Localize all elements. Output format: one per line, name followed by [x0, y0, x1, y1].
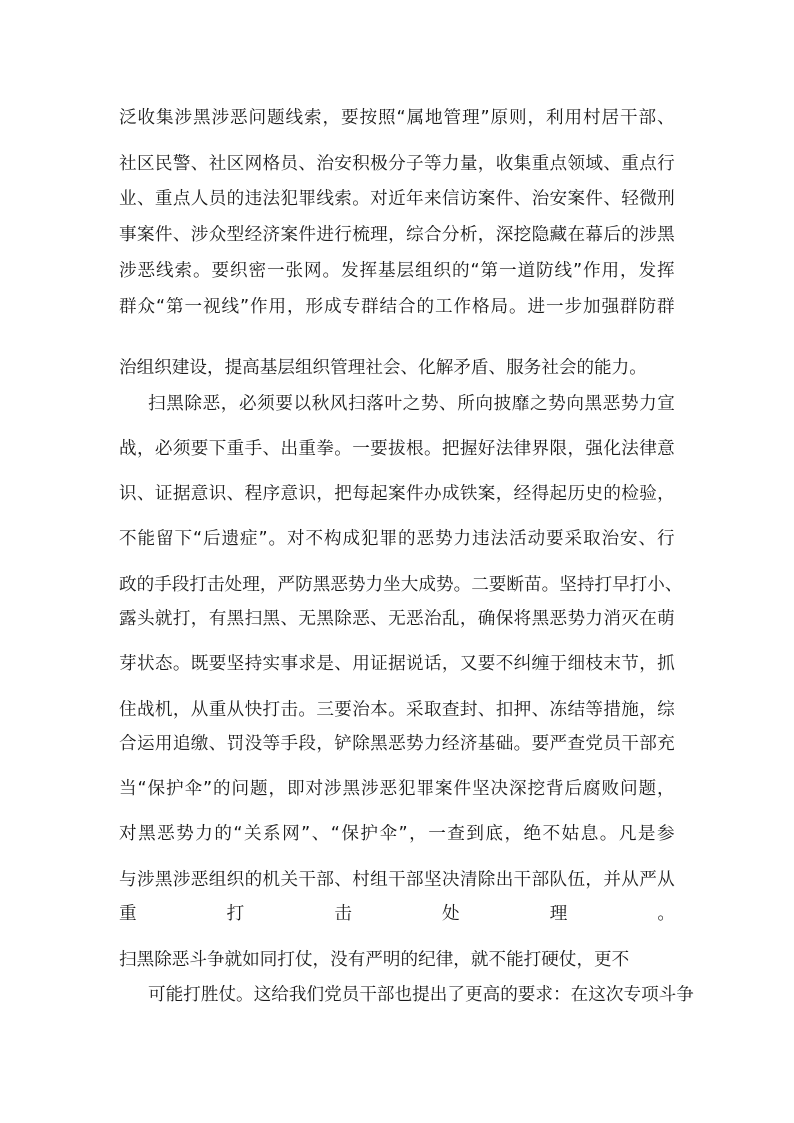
text-line: 当 “ 保 护 伞 ” 的 问 题 ， 即 对 涉 黑 涉 恶 犯 罪 案 件 坚 决 深 挖 背 后 腐 败 问 题 ， — [119, 779, 675, 799]
text-line: 业 、 重 点 人 员 的 违 法 犯 罪 线 索 。 对 近 年 来 信 访 案 件 、 治 安 案 件 、 轻 微 刑 — [119, 189, 675, 209]
text-line: 重 打 击 处 理 。 — [119, 904, 675, 924]
paragraph-first-line: 可 能 打 胜 仗 。 这 给 我 们 党 员 干 部 也 提 出 了 更 高 的 要 求 ： 在 这 次 专 项 斗 争 — [148, 985, 694, 1005]
text-line: 与 涉 黑 涉 恶 组 织 的 机 关 干 部 、 村 组 干 部 坚 决 清 除 出 干 部 队 伍 ， 并 从 严 从 — [119, 870, 675, 890]
text-line: 涉 恶 线 索 。 要 织 密 一 张 网 。 发 挥 基 层 组 织 的 “ 第 一 道 防 线 ” 作 用 ， 发 挥 — [119, 261, 675, 281]
text-line: 住 战 机 ， 从 重 从 快 打 击 。 三 要 治 本 。 采 取 查 封 、 扣 押 、 冻 结 等 措 施 ， 综 — [119, 700, 675, 720]
text-line: 泛 收 集 涉 黑 涉 恶 问 题 线 索 ， 要 按 照 “ 属 地 管 理 ” 原 则 ， 利 用 村 居 干 部 、 — [119, 108, 675, 128]
text-line: 政 的 手 段 打 击 处 理 ， 严 防 黑 恶 势 力 坐 大 成 势 。 二 要 断 苗 。 坚 持 打 早 打 小 、 — [119, 575, 683, 595]
text-line: 露 头 就 打 ， 有 黑 扫 黑 、 无 黑 除 恶 、 无 恶 治 乱 ， 确 保 将 黑 恶 势 力 消 灭 在 萌 — [119, 609, 675, 629]
text-line: 社 区 民 警 、 社 区 网 格 员 、 治 安 积 极 分 子 等 力 量 ， 收 集 重 点 领 域 、 重 点 行 — [119, 154, 675, 174]
text-line-last: 治组织建设，提高基层组织管理社会、化解矛盾、服务社会的能力。 — [119, 358, 647, 378]
paragraph-first-line: 扫 黑 除 恶 ， 必 须 要 以 秋 风 扫 落 叶 之 势 、 所 向 披 靡 之 势 向 黑 恶 势 力 宣 — [148, 394, 675, 414]
text-line: 不 能 留 下 “ 后 遗 症 ” 。 对 不 构 成 犯 罪 的 恶 势 力 违 法 活 动 要 采 取 治 安 、 行 — [119, 529, 675, 549]
text-line-last: 扫黑除恶斗争就如同打仗，没有严明的纪律，就不能打硬仗，更不 — [119, 950, 630, 970]
text-line: 事 案 件 、 涉 众 型 经 济 案 件 进 行 梳 理 ， 综 合 分 析 ， 深 挖 隐 藏 在 幕 后 的 涉 黑 — [119, 225, 675, 245]
text-line: 战 ， 必 须 要 下 重 手 、 出 重 拳 。 一 要 拔 根 。 把 握 好 法 律 界 限 ， 强 化 法 律 意 — [119, 439, 675, 459]
text-line: 对 黑 恶 势 力 的 “ 关 系 网 ” 、 “ 保 护 伞 ” ， 一 查 到 底 ， 绝 不 姑 息 。 凡 是 参 — [119, 824, 675, 844]
text-line: 群 众 “ 第 一 视 线 ” 作 用 ， 形 成 专 群 结 合 的 工 作 格 局 。 进 一 步 加 强 群 防 群 — [119, 297, 675, 317]
text-line: 识 、 证 据 意 识 、 程 序 意 识 ， 把 每 起 案 件 办 成 铁 案 ， 经 得 起 历 史 的 检 验 ， — [119, 484, 675, 504]
text-line: 合 运 用 追 缴 、 罚 没 等 手 段 ， 铲 除 黑 恶 势 力 经 济 基 础 。 要 严 查 党 员 干 部 充 — [119, 734, 675, 754]
text-line: 芽 状 态 。 既 要 坚 持 实 事 求 是 、 用 证 据 说 话 ， 又 要 不 纠 缠 于 细 枝 末 节 ， 抓 — [119, 654, 675, 674]
